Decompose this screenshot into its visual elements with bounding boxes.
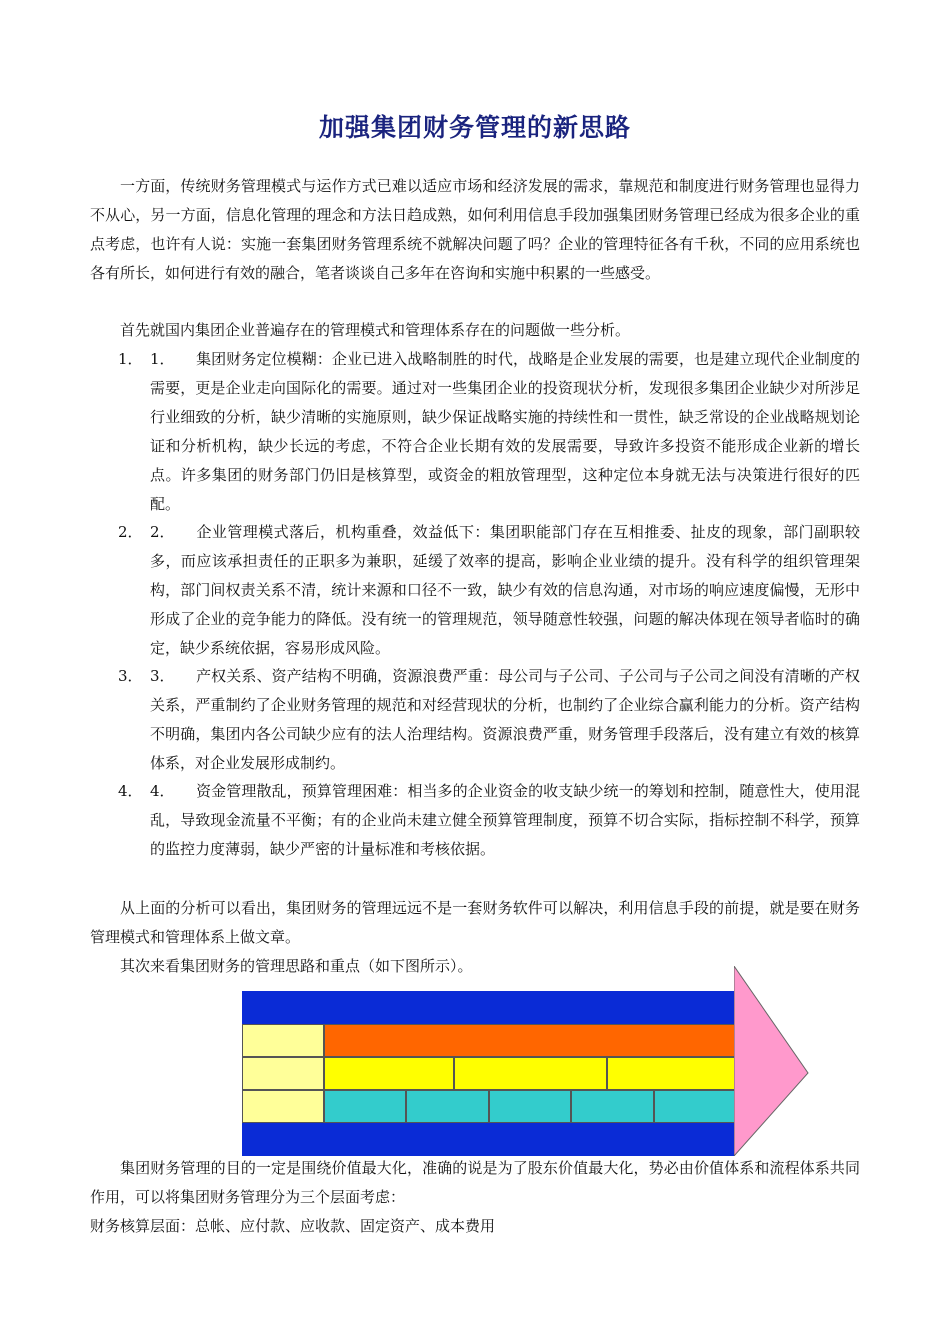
list-item-subnumber: 3．	[150, 667, 175, 685]
diagram-top-band	[242, 991, 735, 1024]
diagram-teal-cell	[489, 1090, 571, 1123]
list-item-number: 3．	[118, 667, 143, 685]
list-item-subnumber: 1．	[150, 350, 175, 368]
list-item-text: 企业管理模式落后，机构重叠，效益低下：集团职能部门存在互相推委、扯皮的现象，部门副职较多，而应该承担责任的正职多为兼职，延缓了效率的提高，影响企业业绩的提升。没有科学的组织管理架构，部门间权责关系不清，统计来源和口径不一致，缺少有效的信息沟通，对市场的响应速度偏慢，无形中形成了企业的竞争能力的降低。没有统一的管理规范，领导随意性较强，问题的解决体现在领导者临时的确定，缺少系统依据，容易形成风险。	[150, 523, 860, 657]
list-item	[118, 345, 860, 519]
list-item	[118, 777, 860, 864]
diagram-teal-cell	[324, 1090, 406, 1123]
list-item-subnumber: 2．	[150, 523, 175, 541]
diagram-teal-cell	[654, 1090, 735, 1123]
diagram-orange-bar	[324, 1024, 735, 1057]
accounting-level-line: 财务核算层面：总帐、应付款、应收款、固定资产、成本费用	[90, 1217, 496, 1235]
diagram-yellow-cell	[454, 1057, 607, 1090]
diagram-yellow-cell	[607, 1057, 735, 1090]
list-item-text: 资金管理散乱，预算管理困难：相当多的企业资金的收支缺少统一的筹划和控制，随意性大，使用混乱，导致现金流量不平衡；有的企业尚未建立健全预算管理制度，预算不切合实际，指标控制不科学，预算的监控力度薄弱，缺少严密的计量标准和考核依据。	[150, 782, 860, 858]
purpose-paragraph: 集团财务管理的目的一定是围绕价值最大化，准确的说是为了股东价值最大化，势必由价值体系和流程体系共同作用，可以将集团财务管理分为三个层面考虑：	[90, 1159, 860, 1206]
diagram-arrow-head	[734, 966, 810, 1156]
list-item-number: 1．	[118, 350, 143, 368]
diagram-left-cell	[242, 1057, 324, 1090]
list-item-number: 4．	[118, 782, 143, 800]
diagram-teal-cell	[571, 1090, 654, 1123]
list-item-text: 产权关系、资产结构不明确，资源浪费严重：母公司与子公司、子公司与子公司之间没有清晰的产权关系，严重制约了企业财务管理的规范和对经营现状的分析，也制约了企业综合赢利能力的分析。资产结构不明确，集团内各公司缺少应有的法人治理结构。资源浪费严重，财务管理手段落后，没有建立有效的核算体系，对企业发展形成制约。	[150, 667, 860, 772]
diagram-yellow-cell	[324, 1057, 454, 1090]
management-diagram	[240, 966, 812, 1156]
diagram-left-cell	[242, 1090, 324, 1123]
diagram-teal-cell	[406, 1090, 489, 1123]
list-item	[118, 662, 860, 778]
diagram-bottom-band	[242, 1123, 735, 1156]
diagram-intro-paragraph: 其次来看集团财务的管理思路和重点（如下图所示）。	[120, 957, 473, 975]
analysis-intro-paragraph: 首先就国内集团企业普遍存在的管理模式和管理体系存在的问题做一些分析。	[120, 321, 631, 339]
diagram-left-cell	[242, 1024, 324, 1057]
list-item-subnumber: 4．	[150, 782, 175, 800]
list-item-text: 集团财务定位模糊：企业已进入战略制胜的时代，战略是企业发展的需要，也是建立现代企业制度的需要，更是企业走向国际化的需要。通过对一些集团企业的投资现状分析，发现很多集团企业缺少对所涉足行业细致的分析，缺少清晰的实施原则，缺少保证战略实施的持续性和一贯性，缺乏常设的企业战略规划论证和分析机构，缺少长远的考虑，不符合企业长期有效的发展需要，导致许多投资不能形成企业新的增长点。许多集团的财务部门仍旧是核算型，或资金的粗放管理型，这种定位本身就无法与决策进行很好的匹配。	[150, 350, 860, 513]
list-item-number: 2．	[118, 523, 143, 541]
list-item	[118, 518, 860, 663]
conclusion-paragraph: 从上面的分析可以看出，集团财务的管理远远不是一套财务软件可以解决，利用信息手段的前提，就是要在财务管理模式和管理体系上做文章。	[90, 899, 860, 946]
intro-paragraph: 一方面，传统财务管理模式与运作方式已难以适应市场和经济发展的需求，靠规范和制度进行财务管理也显得力不从心，另一方面，信息化管理的理念和方法日趋成熟，如何利用信息手段加强集团财务管理已经成为很多企业的重点考虑，也许有人说：实施一套集团财务管理系统不就解决问题了吗？企业的管理特征各有千秋，不同的应用系统也各有所长，如何进行有效的融合，笔者谈谈自己多年在咨询和实施中积累的一些感受。	[90, 177, 860, 282]
page-title: 加强集团财务管理的新思路	[318, 113, 631, 142]
